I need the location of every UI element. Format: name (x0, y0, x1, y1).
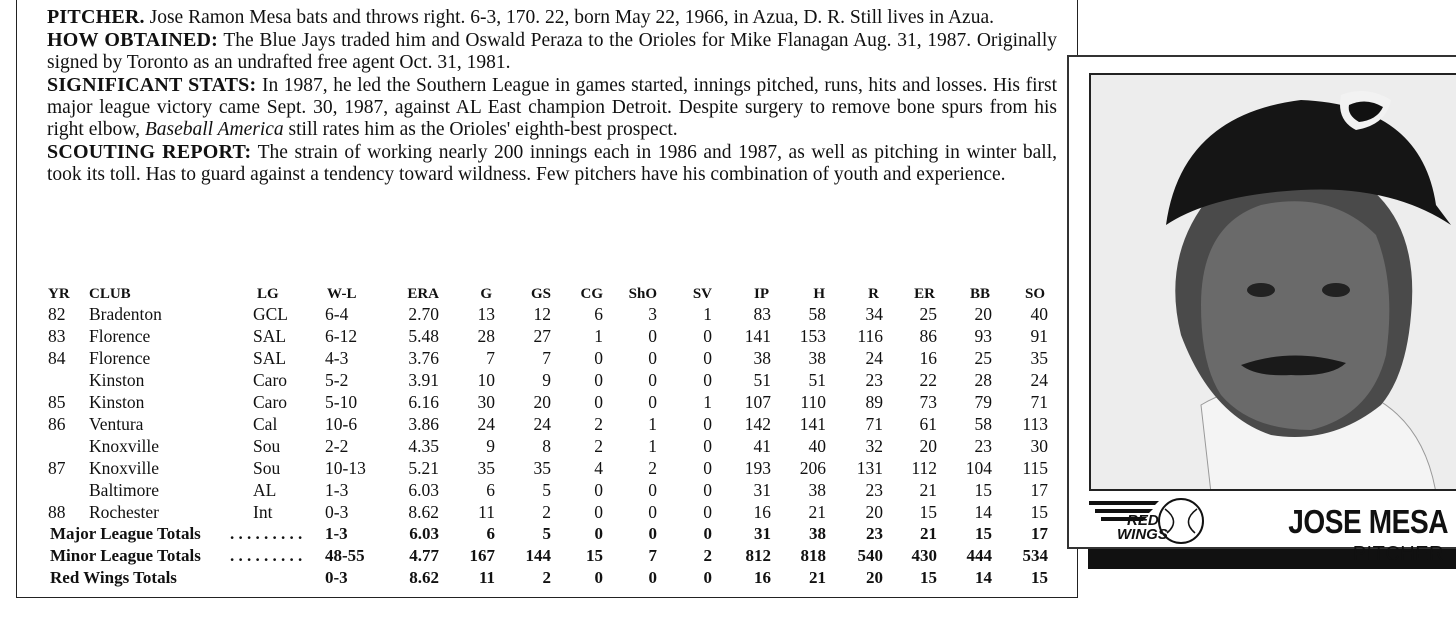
table-cell: 85 (48, 392, 66, 412)
bio-box (16, 0, 1078, 598)
table-cell: 40 (1030, 304, 1048, 324)
table-cell: Sou (253, 436, 281, 456)
table-cell: 4 (594, 458, 603, 478)
table-cell: 5.48 (408, 326, 439, 346)
table-cell: 24 (865, 348, 883, 368)
table-cell: 0 (648, 502, 657, 522)
table-cell: 20 (865, 502, 883, 522)
totals-cell: 0 (703, 568, 712, 587)
table-cell: 73 (919, 392, 937, 412)
totals-label: Major League Totals (50, 524, 201, 543)
totals-cell: 8.62 (409, 568, 439, 587)
table-cell: 35 (533, 458, 551, 478)
table-row (45, 435, 1075, 457)
table-cell: 6 (486, 480, 495, 500)
table-cell: 0 (594, 348, 603, 368)
totals-cell: 2 (542, 568, 551, 587)
table-row (45, 479, 1075, 501)
table-cell: 131 (856, 458, 883, 478)
header-cell: GS (530, 286, 551, 302)
stats-table (45, 283, 1075, 589)
table-cell: 58 (974, 414, 992, 434)
totals-cell: 15 (975, 524, 992, 543)
player-position: PITCHER (1352, 543, 1444, 565)
totals-leader: . . . . . . . . . (230, 524, 303, 543)
table-cell: 15 (919, 502, 937, 522)
table-cell: 3 (648, 304, 657, 324)
table-cell: 2-2 (325, 436, 349, 456)
table-cell: 88 (48, 502, 66, 522)
table-cell: 31 (753, 480, 771, 500)
table-cell: 24 (533, 414, 551, 434)
table-cell: 0 (703, 348, 712, 368)
table-cell: 0 (703, 458, 712, 478)
totals-cell: 11 (478, 568, 495, 587)
table-cell: 0 (703, 436, 712, 456)
table-cell: 3.91 (408, 370, 439, 390)
table-cell: 91 (1030, 326, 1048, 346)
table-cell: 28 (974, 370, 992, 390)
totals-cell: 167 (469, 546, 495, 565)
totals-cell: 1-3 (325, 524, 348, 543)
table-cell: 87 (48, 458, 66, 478)
totals-cell: 444 (966, 546, 992, 565)
table-cell: 86 (48, 414, 66, 434)
table-cell: 79 (974, 392, 992, 412)
table-cell: 6.16 (408, 392, 439, 412)
totals-label: Minor League Totals (50, 546, 201, 565)
table-cell: 0 (594, 480, 603, 500)
table-cell: 83 (753, 304, 771, 324)
table-row (45, 347, 1075, 369)
totals-cell: 144 (525, 546, 551, 565)
header-cell: G (480, 286, 492, 302)
table-cell: 71 (1030, 392, 1048, 412)
table-cell: 38 (753, 348, 771, 368)
totals-cell: 20 (866, 568, 883, 587)
logo-red: RED (1127, 512, 1159, 529)
totals-cell: 38 (809, 524, 826, 543)
table-cell: 84 (48, 348, 66, 368)
player-name: JOSE MESA (1288, 503, 1448, 540)
table-cell: 24 (477, 414, 495, 434)
table-cell: 206 (799, 458, 826, 478)
table-cell: 12 (533, 304, 551, 324)
totals-cell: 14 (975, 568, 992, 587)
table-cell: 0-3 (325, 502, 349, 522)
table-cell: 0 (648, 348, 657, 368)
scouting-paragraph (47, 141, 1057, 186)
table-cell: Florence (89, 326, 151, 346)
totals-cell: 7 (648, 546, 657, 565)
table-cell: 15 (974, 480, 992, 500)
totals-cell: 818 (800, 546, 826, 565)
table-row (45, 501, 1075, 523)
header-cell: R (868, 286, 879, 302)
totals-cell: 6 (486, 524, 495, 543)
table-cell: 4-3 (325, 348, 349, 368)
table-cell: 110 (800, 392, 826, 412)
totals-cell: 21 (809, 568, 826, 587)
stats-text-2: still rates him as the Orioles' eighth-best prospect. (283, 119, 678, 140)
table-cell: 24 (1030, 370, 1048, 390)
table-cell: 6.03 (408, 480, 439, 500)
header-cell: ER (914, 286, 935, 302)
table-cell: 30 (1030, 436, 1048, 456)
table-cell: 15 (1030, 502, 1048, 522)
scouting-label: SCOUTING REPORT: (47, 141, 252, 163)
table-cell: 28 (477, 326, 495, 346)
totals-cell: 15 (1031, 568, 1048, 587)
totals-cell: 31 (754, 524, 771, 543)
totals-row (45, 523, 1075, 545)
table-cell: 20 (533, 392, 551, 412)
table-cell: 21 (808, 502, 826, 522)
table-cell: 6-4 (325, 304, 349, 324)
table-cell: 3.76 (408, 348, 439, 368)
table-cell: Rochester (89, 502, 159, 522)
table-cell: 0 (648, 326, 657, 346)
table-cell: 10-13 (325, 458, 366, 478)
bio-text (47, 6, 1057, 186)
table-row (45, 303, 1075, 325)
table-cell: Knoxville (89, 436, 159, 456)
table-row (45, 369, 1075, 391)
table-cell: 16 (919, 348, 937, 368)
table-cell: 35 (1030, 348, 1048, 368)
header-cell: CLUB (89, 286, 131, 302)
table-cell: 23 (865, 370, 883, 390)
totals-cell: 430 (911, 546, 937, 565)
totals-cell: 5 (542, 524, 551, 543)
header-cell: H (813, 286, 825, 302)
red-wings-logo (1089, 495, 1219, 545)
table-cell: 0 (703, 370, 712, 390)
stats-paragraph (47, 74, 1057, 141)
table-cell: 1 (648, 436, 657, 456)
obtained-paragraph (47, 29, 1057, 74)
player-card (1067, 55, 1456, 565)
table-cell: 0 (648, 392, 657, 412)
table-cell: 40 (808, 436, 826, 456)
table-cell: 4.35 (408, 436, 439, 456)
table-cell: 51 (808, 370, 826, 390)
table-cell: Caro (253, 370, 288, 390)
table-cell: 82 (48, 304, 66, 324)
table-cell: 2 (594, 414, 603, 434)
table-cell: Knoxville (89, 458, 159, 478)
pitcher-label: PITCHER. (47, 6, 145, 28)
table-cell: 38 (808, 480, 826, 500)
header-cell: YR (48, 286, 70, 302)
table-cell: 25 (974, 348, 992, 368)
table-cell: 0 (703, 502, 712, 522)
table-cell: 23 (974, 436, 992, 456)
table-cell: 10-6 (325, 414, 358, 434)
header-cell: CG (580, 286, 603, 302)
table-cell: 8 (542, 436, 551, 456)
table-cell: 104 (965, 458, 992, 478)
table-cell: 41 (753, 436, 771, 456)
table-cell: 5.21 (408, 458, 439, 478)
totals-cell: 2 (703, 546, 712, 565)
table-cell: AL (253, 480, 277, 500)
table-cell: SAL (253, 326, 287, 346)
table-cell: 0 (594, 502, 603, 522)
table-cell: 93 (974, 326, 992, 346)
table-cell: 141 (744, 326, 771, 346)
stats-text-1: In 1987, he led the Southern League in games started, innings pitched, runs, hits and losses. His first major league victory came Sept. 30, 1987, against AL East champion Detroit. Despite surgery to remove bone spurs from his right elbow, (47, 75, 1057, 140)
totals-cell: 6.03 (409, 524, 439, 543)
header-cell: ShO (628, 286, 657, 302)
table-cell: 112 (911, 458, 937, 478)
table-cell: 20 (919, 436, 937, 456)
header-cell: IP (754, 286, 769, 302)
table-cell: 8.62 (408, 502, 439, 522)
table-cell: 21 (919, 480, 937, 500)
table-cell: 5 (542, 480, 551, 500)
table-cell: 22 (919, 370, 937, 390)
header-cell: SV (692, 286, 712, 302)
table-cell: 1 (648, 414, 657, 434)
table-cell: 5-2 (325, 370, 349, 390)
totals-cell: 21 (920, 524, 937, 543)
table-cell: 23 (865, 480, 883, 500)
table-cell: Baltimore (89, 480, 159, 500)
table-cell: 142 (744, 414, 771, 434)
totals-cell: 15 (586, 546, 603, 565)
table-cell: 32 (865, 436, 883, 456)
table-cell: Cal (253, 414, 278, 434)
table-cell: 0 (703, 326, 712, 346)
table-cell: 1-3 (325, 480, 349, 500)
table-row (45, 457, 1075, 479)
table-cell: Bradenton (89, 304, 162, 324)
player-photo-illustration (1091, 75, 1456, 491)
totals-row (45, 545, 1075, 567)
obtained-text: The Blue Jays traded him and Oswald Peraza to the Orioles for Mike Flanagan Aug. 31, 1987. Originally signed by Toronto as an undrafted free agent Oct. 31, 1981. (47, 30, 1057, 73)
table-cell: Florence (89, 348, 151, 368)
table-cell: 61 (919, 414, 937, 434)
totals-cell: 0 (594, 524, 603, 543)
table-cell: 0 (703, 414, 712, 434)
table-cell: 115 (1022, 458, 1048, 478)
table-row (45, 413, 1075, 435)
table-cell: 3.86 (408, 414, 439, 434)
table-cell: 0 (648, 480, 657, 500)
table-cell: 89 (865, 392, 883, 412)
table-cell: 2 (594, 436, 603, 456)
table-cell: 86 (919, 326, 937, 346)
obtained-label: HOW OBTAINED: (47, 29, 219, 51)
table-cell: 141 (799, 414, 826, 434)
table-cell: Caro (253, 392, 288, 412)
table-cell: Sou (253, 458, 281, 478)
header-cell: ERA (407, 286, 439, 302)
table-cell: 1 (594, 326, 603, 346)
table-cell: 153 (799, 326, 826, 346)
table-cell: 71 (865, 414, 883, 434)
table-cell: 51 (753, 370, 771, 390)
table-cell: 13 (477, 304, 495, 324)
table-cell: 2 (648, 458, 657, 478)
pitcher-text: Jose Ramon Mesa bats and throws right. 6-3, 170. 22, born May 22, 1966, in Azua, D. R. Still lives in Azua. (144, 7, 994, 28)
header-cell: LG (257, 286, 279, 302)
table-cell: 16 (753, 502, 771, 522)
header-cell: SO (1024, 286, 1045, 302)
table-cell: 9 (542, 370, 551, 390)
totals-cell: 15 (920, 568, 937, 587)
table-cell: GCL (253, 304, 288, 324)
table-cell: 2 (542, 502, 551, 522)
table-cell: Ventura (89, 414, 144, 434)
totals-cell: 4.77 (409, 546, 439, 565)
table-cell: Kinston (89, 370, 145, 390)
table-cell: 14 (974, 502, 992, 522)
totals-cell: 0 (594, 568, 603, 587)
table-cell: 83 (48, 326, 66, 346)
player-photo (1089, 73, 1456, 491)
table-cell: 35 (477, 458, 495, 478)
totals-cell: 16 (754, 568, 771, 587)
table-header (45, 283, 1075, 303)
totals-leader: . . . . . . . . . (230, 546, 303, 565)
totals-cell: 534 (1022, 546, 1048, 565)
scouting-text: The strain of working nearly 200 innings each in 1986 and 1987, as well as pitching in winter ball, took its toll. Has to guard against a tendency toward wildness. Few pitchers have his combination of youth and experience. (47, 142, 1057, 185)
totals-cell: 0 (703, 524, 712, 543)
totals-cell: 23 (866, 524, 883, 543)
table-cell: Kinston (89, 392, 145, 412)
table-cell: 30 (477, 392, 495, 412)
table-cell: 20 (974, 304, 992, 324)
table-cell: 27 (533, 326, 551, 346)
table-cell: 7 (486, 348, 495, 368)
pitcher-paragraph (47, 6, 1057, 29)
table-cell: 1 (703, 392, 712, 412)
table-cell: 1 (703, 304, 712, 324)
totals-cell: 812 (745, 546, 771, 565)
table-cell: 17 (1030, 480, 1048, 500)
table-cell: 25 (919, 304, 937, 324)
table-cell: 38 (808, 348, 826, 368)
table-cell: 107 (744, 392, 771, 412)
totals-label: Red Wings Totals (50, 568, 177, 587)
table-cell: 113 (1022, 414, 1048, 434)
table-cell: 116 (857, 326, 883, 346)
stats-label: SIGNIFICANT STATS: (47, 74, 257, 96)
table-cell: 7 (542, 348, 551, 368)
totals-cell: 48-55 (325, 546, 365, 565)
table-row (45, 391, 1075, 413)
table-cell: 58 (808, 304, 826, 324)
table-cell: 0 (594, 370, 603, 390)
table-cell: 10 (477, 370, 495, 390)
header-cell: BB (969, 286, 990, 302)
table-cell: 0 (648, 370, 657, 390)
logo-wings: WINGS (1117, 526, 1168, 543)
table-cell: 6 (594, 304, 603, 324)
table-cell: 11 (478, 502, 495, 522)
table-cell: 5-10 (325, 392, 358, 412)
totals-row (45, 567, 1075, 589)
totals-cell: 0 (648, 568, 657, 587)
table-cell: 2.70 (408, 304, 439, 324)
table-cell: 193 (744, 458, 771, 478)
totals-cell: 540 (857, 546, 883, 565)
table-cell: 6-12 (325, 326, 358, 346)
stats-italic: Baseball America (144, 119, 284, 140)
table-cell: 34 (865, 304, 883, 324)
header-cell: W-L (327, 286, 357, 302)
totals-cell: 0 (648, 524, 657, 543)
table-cell: Int (253, 502, 273, 522)
table-row (45, 325, 1075, 347)
totals-cell: 0-3 (325, 568, 348, 587)
table-cell: 0 (703, 480, 712, 500)
totals-cell: 17 (1031, 524, 1048, 543)
table-cell: 0 (594, 392, 603, 412)
table-cell: SAL (253, 348, 287, 368)
table-cell: 9 (486, 436, 495, 456)
